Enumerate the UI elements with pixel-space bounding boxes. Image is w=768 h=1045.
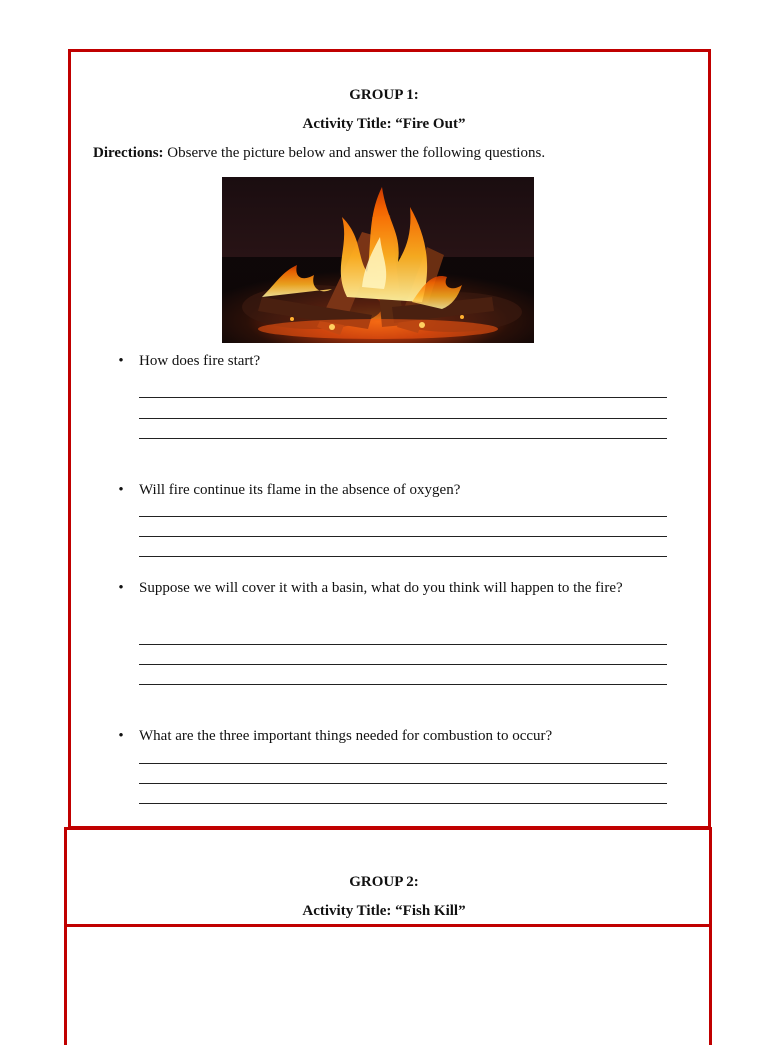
question-1-text: How does fire start?: [139, 353, 261, 369]
answer-line[interactable]: [139, 516, 667, 517]
group2-activity-title: Activity Title: “Fish Kill”: [302, 903, 466, 919]
answer-line[interactable]: [139, 397, 667, 398]
directions-label: Directions:: [93, 145, 164, 161]
group1-heading: GROUP 1:: [349, 87, 419, 103]
question-4-text: What are the three important things needed for combustion to occur?: [139, 728, 553, 744]
answer-line[interactable]: [139, 556, 667, 557]
question-3-text: Suppose we will cover it with a basin, what do you think will happen to the fire?: [139, 580, 623, 596]
answer-line[interactable]: [139, 438, 667, 439]
group1-activity-title: Activity Title: “Fire Out”: [302, 116, 466, 132]
answer-line[interactable]: [139, 763, 667, 764]
question-2-text: Will fire continue its flame in the absence of oxygen?: [139, 482, 461, 498]
directions-text: Observe the picture below and answer the following questions.: [163, 145, 546, 161]
group1-frame: [68, 49, 711, 829]
answer-line[interactable]: [139, 644, 667, 645]
bullet-icon: •: [118, 580, 124, 596]
answer-line[interactable]: [139, 783, 667, 784]
answer-line[interactable]: [139, 803, 667, 804]
bullet-icon: •: [118, 353, 124, 369]
directions: [93, 145, 545, 162]
next-frame: [64, 925, 712, 1045]
answer-line[interactable]: [139, 664, 667, 665]
question-3: [115, 578, 675, 598]
answer-line[interactable]: [139, 418, 667, 419]
question-4: [115, 726, 675, 746]
question-2: [115, 480, 675, 500]
group2-heading: GROUP 2:: [349, 874, 419, 890]
campfire-image: [222, 177, 534, 343]
bullet-icon: •: [118, 728, 124, 744]
answer-line[interactable]: [139, 536, 667, 537]
answer-line[interactable]: [139, 684, 667, 685]
question-1: [115, 351, 675, 371]
bullet-icon: •: [118, 482, 124, 498]
